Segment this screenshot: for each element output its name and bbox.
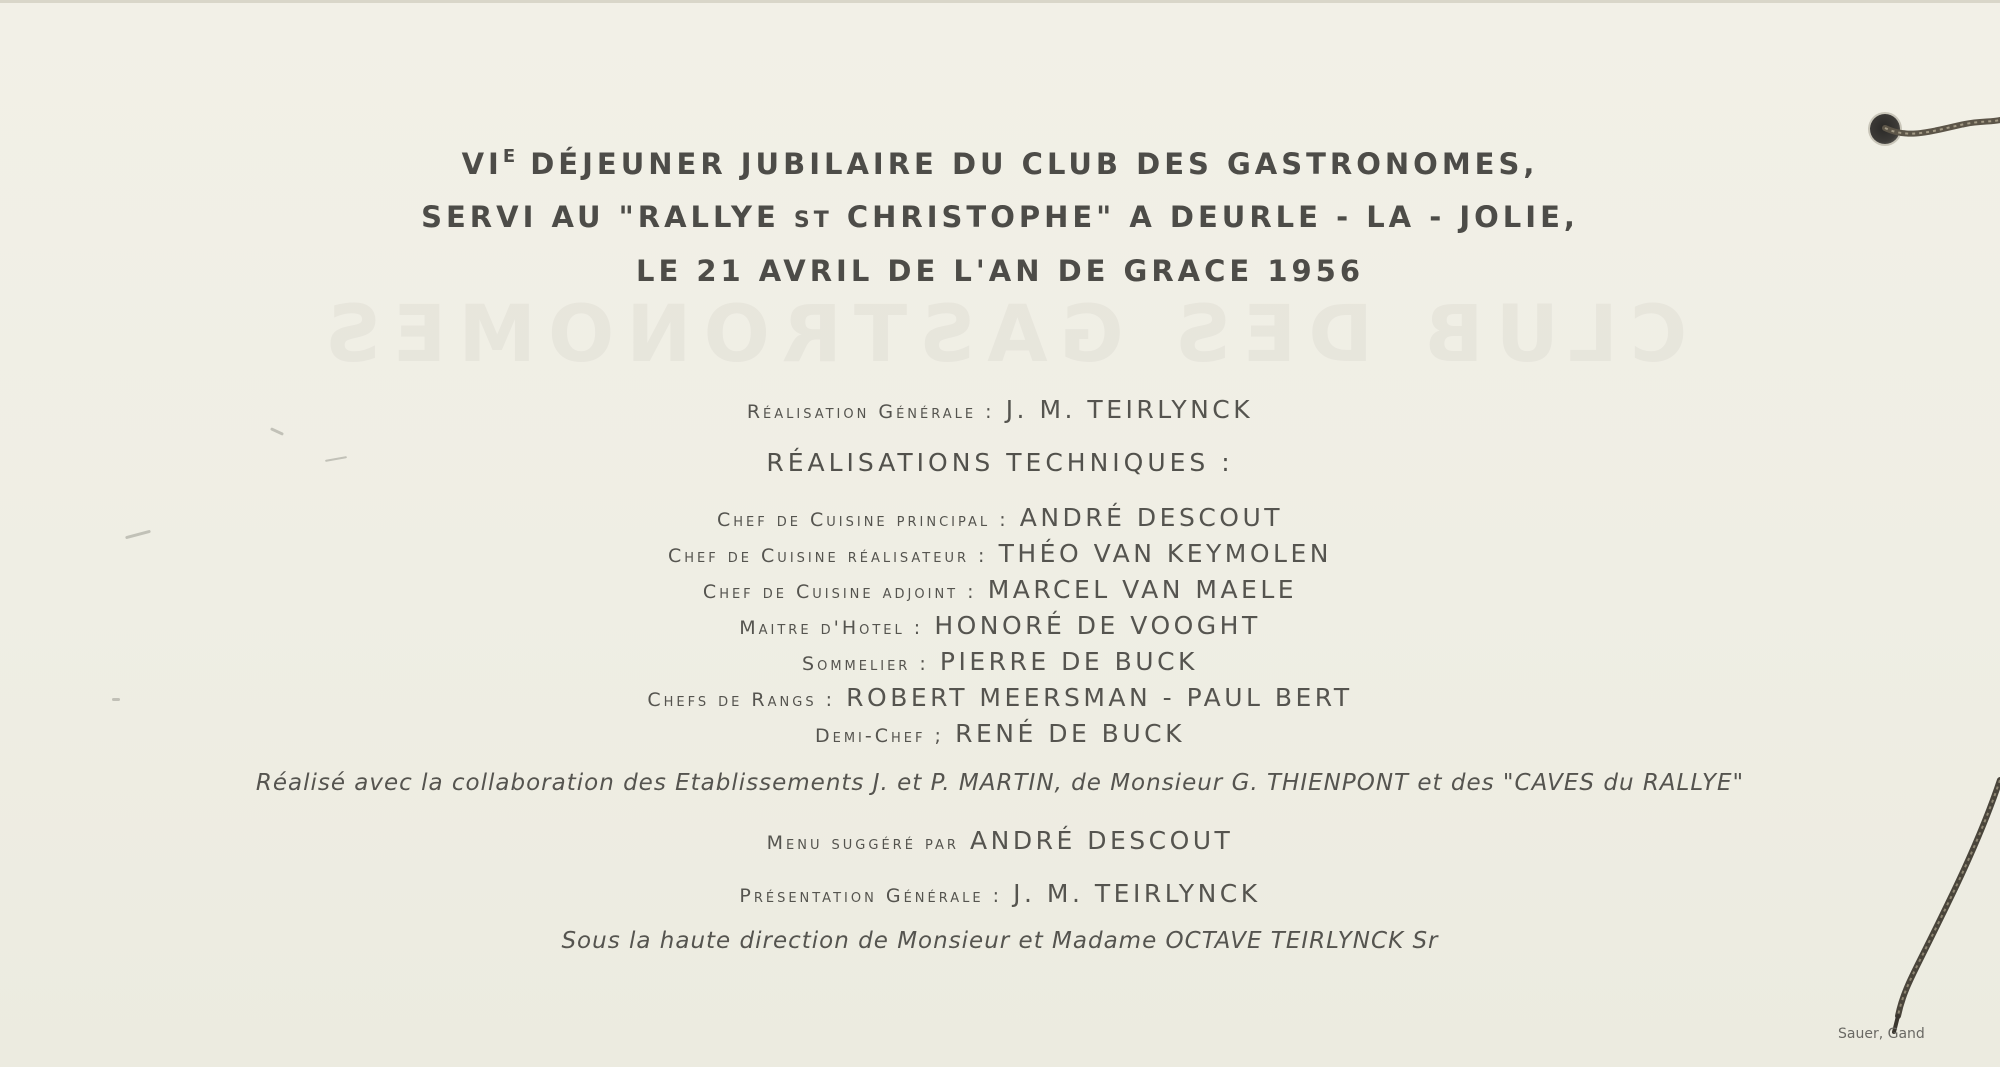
staff-row <box>0 647 2000 676</box>
staff-role: Demi-Chef ; <box>815 725 944 747</box>
title-prefix: VI <box>461 147 503 181</box>
staff-name: HONORÉ DE VOOGHT <box>934 611 1261 640</box>
direction-note: Sous la haute direction de Monsieur et Madame OCTAVE TEIRLYNCK Sr <box>561 928 1439 954</box>
title-superscript: E <box>502 146 517 167</box>
staff-name: THÉO VAN KEYMOLEN <box>998 539 1332 568</box>
staff-role: Chef de Cuisine adjoint : <box>702 581 977 603</box>
credit-name: J. M. TEIRLYNCK <box>1005 395 1254 424</box>
staff-role: Chefs de Rangs : <box>647 689 836 711</box>
staff-role: Maitre d'Hotel : <box>739 617 924 639</box>
credit-role: Présentation Générale : <box>739 885 1003 907</box>
title-line-2-b: CHRISTOPHE" A DEURLE - LA - JOLIE, <box>832 200 1579 234</box>
credit-role: Réalisation Générale : <box>746 401 995 423</box>
title-line-2 <box>0 200 2000 234</box>
credit-name: J. M. TEIRLYNCK <box>1013 879 1261 908</box>
credit-role: Menu suggéré par <box>766 832 959 854</box>
staff-row <box>0 503 2000 532</box>
staff-row <box>0 539 2000 568</box>
title-line-2-a: SERVI AU "RALLYE <box>421 200 794 234</box>
title-line-1 <box>0 146 2000 181</box>
realisation-generale <box>0 395 2000 424</box>
printer-imprint: Sauer, Gand <box>1838 1026 1925 1042</box>
title-line-3: LE 21 AVRIL DE L'AN DE GRACE 1956 <box>635 254 1365 288</box>
paper-speck <box>270 427 284 436</box>
staff-role: Chef de Cuisine réalisateur : <box>668 545 988 567</box>
staff-row <box>0 575 2000 604</box>
staff-name: PIERRE DE BUCK <box>939 647 1198 676</box>
collaboration-note: Réalisé avec la collaboration des Etablissements J. et P. MARTIN, de Monsieur G. THIENPONT et des "CAVES du RALLYE" <box>255 770 1745 796</box>
title-line-1-text: DÉJEUNER JUBILAIRE DU CLUB DES GASTRONOMES, <box>516 147 1539 181</box>
staff-name: MARCEL VAN MAELE <box>987 575 1298 604</box>
staff-row <box>0 719 2000 748</box>
menu-credit <box>0 826 2000 855</box>
presentation-credit <box>0 879 2000 908</box>
title-line-2-st: ST <box>793 208 833 233</box>
staff-name: RENÉ DE BUCK <box>955 719 1185 748</box>
realisations-techniques-heading: RÉALISATIONS TECHNIQUES : <box>766 448 1234 477</box>
staff-name: ANDRÉ DESCOUT <box>1019 503 1284 532</box>
credit-name: ANDRÉ DESCOUT <box>970 826 1234 855</box>
staff-role: Sommelier : <box>802 653 929 675</box>
staff-role: Chef de Cuisine principal : <box>716 509 1009 531</box>
staff-row <box>0 611 2000 640</box>
staff-row <box>0 683 2000 712</box>
show-through-ghost: CLUB DES GASTRONOMES <box>312 290 1688 380</box>
staff-name: ROBERT MEERSMAN - PAUL BERT <box>846 683 1353 712</box>
